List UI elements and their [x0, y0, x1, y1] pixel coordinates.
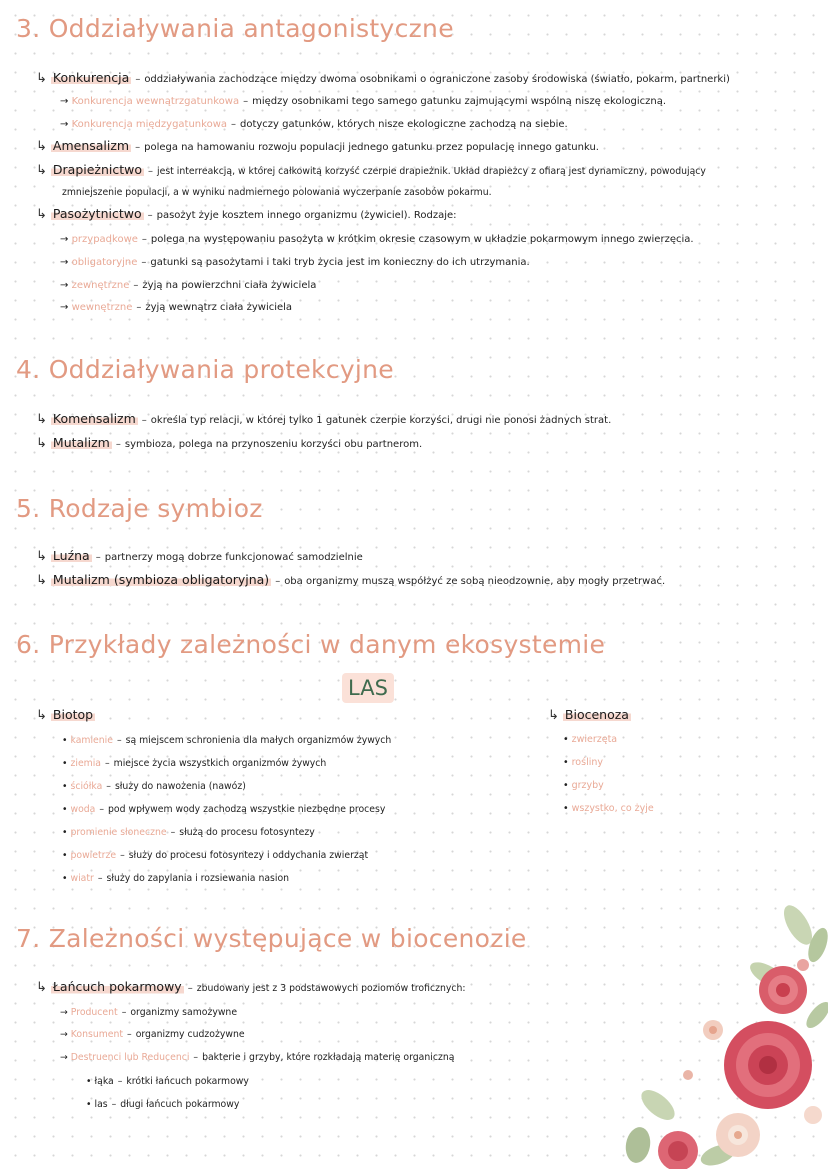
- pasozyt-item-term: zewnętrzne: [71, 280, 130, 291]
- mutalizm-obligatoryjny-term: Mutalizm (symbioza obligatoryjna): [52, 572, 270, 587]
- biotop-item: • ziemia – miejsce życia wszystkich organizmów żywych: [62, 758, 327, 769]
- mutalizm-term: Mutalizm: [52, 435, 110, 450]
- arrow-right-icon: →: [60, 280, 69, 291]
- return-arrow-icon: ↳: [36, 573, 47, 588]
- mutalizm-text: symbioza, polega na przynoszeniu korzyści obu partnerom.: [124, 439, 423, 450]
- drapieznictwo-line: ↳ Drapieżnictwo – jest interreakcją, w której całkowitą korzyść czerpie drapieżnik. Układ drapieżcy z ofiarą jest dynamiczny, powodujący: [36, 162, 706, 178]
- pasozyt-item-text: polega na występowaniu pasożyta w krótkim okresie czasowym w układzie pokarmowym innego zwierzęcia.: [150, 234, 694, 245]
- return-arrow-icon: ↳: [36, 207, 47, 222]
- pasozyt-item-text: gatunki są pasożytami i taki tryb życia jest im konieczny do ich utrzymania.: [150, 257, 530, 268]
- return-arrow-icon: ↳: [548, 708, 559, 723]
- pasozytnictwo-line: ↳ Pasożytnictwo – pasożyt żyje kosztem innego organizmu (żywiciel). Rodzaje:: [36, 206, 457, 222]
- biocenoza-item: • grzyby: [563, 780, 604, 791]
- rose-icon: [759, 966, 807, 1014]
- lancuch-term: Łańcuch pokarmowy: [52, 979, 182, 994]
- drapieznictwo-text: jest interreakcją, w której całkowitą korzyść czerpie drapieżnik. Układ drapieżcy z ofiarą jest dynamiczny, powodujący: [157, 166, 706, 177]
- section-5-title: 5. Rodzaje symbioz: [16, 494, 263, 523]
- arrow-right-icon: →: [60, 257, 69, 268]
- return-arrow-icon: ↳: [36, 980, 47, 995]
- konkurencja-sub2: → Konkurencja międzygatunkowa – dotyczy gatunków, których nisze ekologiczne zachodzą na siebie.: [60, 119, 568, 130]
- biotop-item: • powietrze – służy do procesu fotosyntezy i oddychania zwierząt: [62, 850, 369, 861]
- trophic-item-text: organizmy cudzożywne: [135, 1029, 245, 1040]
- pasozyt-item-text: żyją wewnątrz ciała żywiciela: [145, 302, 293, 313]
- biotop-label: Biotop: [52, 707, 94, 722]
- example-item: • łąka – krótki łańcuch pokarmowy: [86, 1076, 249, 1087]
- biotop-item: • woda – pod wpływem wody zachodzą wszystkie niezbędne procesy: [62, 804, 386, 815]
- luzna-line: ↳ Luźna – partnerzy mogą dobrze funkcjonować samodzielnie: [36, 548, 363, 564]
- biotop-item-text: służy do zapylania i rozsiewania nasion: [106, 873, 290, 884]
- biotop-item: • kamienie – są miejscem schronienia dla małych organizmów żywych: [62, 735, 392, 746]
- arrow-right-icon: →: [60, 96, 69, 107]
- pasozytnictwo-term: Pasożytnictwo: [52, 206, 142, 221]
- drapieznictwo-term: Drapieżnictwo: [52, 162, 143, 177]
- biocenoza-item-text: zwierzęta: [571, 734, 618, 745]
- konkurencja-sub1: → Konkurencja wewnątrzgatunkowa – między osobnikami tego samego gatunku zajmującymi wspólną niszę ekologiczną.: [60, 96, 667, 107]
- trophic-item: → Konsument – organizmy cudzożywne: [60, 1029, 245, 1040]
- rose-icon: [658, 1131, 698, 1169]
- trophic-item-term: Destruenci lub Reducenci: [70, 1052, 190, 1063]
- konkurencja-sub2-term: Konkurencja międzygatunkowa: [71, 119, 227, 130]
- konkurencja-sub1-text: między osobnikami tego samego gatunku zajmującymi wspólną niszę ekologiczną.: [252, 96, 667, 107]
- konkurencja-line: ↳ Konkurencja – oddziaływania zachodzące między dwoma osobnikami o ograniczone zasoby środowiska (światło, pokarm, partnerki): [36, 70, 730, 86]
- drapieznictwo-text-2: zmniejszenie populacji, a w wyniku nadmiernego polowania wyczerpanie zasobów pokarmu.: [62, 187, 492, 198]
- section-7-title: 7. Zależności występujące w biocenozie: [16, 924, 527, 953]
- biotop-item-term: woda: [70, 804, 96, 815]
- example-item-term: las: [94, 1099, 108, 1110]
- example-item-term: łąka: [94, 1076, 114, 1087]
- biotop-item-term: powietrze: [70, 850, 117, 861]
- pasozyt-item: → zewnętrzne – żyją na powierzchni ciała żywiciela: [60, 280, 317, 291]
- biotop-item-term: ziemia: [70, 758, 102, 769]
- pasozyt-item: → przypadkowe – polega na występowaniu pasożyta w krótkim okresie czasowym w układzie pokarmowym innego zwierzęcia.: [60, 234, 694, 245]
- biotop-item-term: wiatr: [70, 873, 94, 884]
- biocenoza-heading: [548, 708, 631, 724]
- mutalizm-line: ↳ Mutalizm – symbioza, polega na przynoszeniu korzyści obu partnerom.: [36, 435, 423, 451]
- blossom-icon: [716, 1113, 760, 1157]
- return-arrow-icon: ↳: [36, 71, 47, 86]
- biocenoza-item-text: rośliny: [571, 757, 603, 768]
- biocenoza-item: • rośliny: [563, 757, 603, 768]
- biotop-item-text: służy do nawożenia (nawóz): [114, 781, 246, 792]
- biotop-item-text: miejsce życia wszystkich organizmów żywych: [113, 758, 327, 769]
- trophic-item-term: Producent: [70, 1007, 118, 1018]
- example-item: • las – długi łańcuch pokarmowy: [86, 1099, 240, 1110]
- biotop-item-text: pod wpływem wody zachodzą wszystkie niezbędne procesy: [108, 804, 386, 815]
- komensalizm-line: ↳ Komensalizm – określa typ relacji, w której tylko 1 gatunek czerpie korzyści, drugi nie ponosi żadnych strat.: [36, 411, 612, 427]
- section-6-title: 6. Przykłady zależności w danym ekosystemie: [16, 630, 606, 659]
- biotop-heading: [36, 708, 95, 724]
- return-arrow-icon: ↳: [36, 708, 47, 723]
- konkurencja-text: oddziaływania zachodzące między dwoma osobnikami o ograniczone zasoby środowiska (światło, pokarm, partnerki): [144, 74, 730, 85]
- return-arrow-icon: ↳: [36, 163, 47, 178]
- biotop-item: • wiatr – służy do zapylania i rozsiewania nasion: [62, 873, 290, 884]
- biotop-item-text: są miejscem schronienia dla małych organizmów żywych: [125, 735, 392, 746]
- konkurencja-sub2-text: dotyczy gatunków, których nisze ekologiczne zachodzą na siebie.: [240, 119, 568, 130]
- pasozyt-item: → wewnętrzne – żyją wewnątrz ciała żywiciela: [60, 302, 293, 313]
- example-item-text: długi łańcuch pokarmowy: [120, 1099, 240, 1110]
- biocenoza-item-text: grzyby: [571, 780, 604, 791]
- konkurencja-term: Konkurencja: [52, 70, 130, 85]
- pasozyt-item-term: przypadkowe: [71, 234, 138, 245]
- return-arrow-icon: ↳: [36, 436, 47, 451]
- amensalizm-term: Amensalizm: [52, 138, 130, 153]
- las-label: LAS: [342, 673, 394, 703]
- mutalizm-obligatoryjny-text: oba organizmy muszą współżyć ze sobą nieodzownie, aby mogły przetrwać.: [284, 576, 666, 587]
- lancuch-line: ↳ Łańcuch pokarmowy – zbudowany jest z 3 podstawowych poziomów troficznych:: [36, 979, 466, 995]
- arrow-right-icon: →: [60, 1007, 68, 1018]
- trophic-item-text: bakterie i grzyby, które rozkładają materię organiczną: [202, 1052, 455, 1063]
- luzna-text: partnerzy mogą dobrze funkcjonować samodzielnie: [104, 552, 363, 563]
- arrow-right-icon: →: [60, 119, 69, 130]
- arrow-right-icon: →: [60, 234, 69, 245]
- return-arrow-icon: ↳: [36, 412, 47, 427]
- trophic-item-text: organizmy samożywne: [130, 1007, 238, 1018]
- komensalizm-text: określa typ relacji, w której tylko 1 gatunek czerpie korzyści, drugi nie ponosi żadnych strat.: [150, 415, 612, 426]
- amensalizm-text: polega na hamowaniu rozwoju populacji jednego gatunku przez populację innego gatunku.: [144, 142, 599, 153]
- biotop-item: • ściółka – służy do nawożenia (nawóz): [62, 781, 246, 792]
- pasozyt-item: → obligatoryjne – gatunki są pasożytami i taki tryb życia jest im konieczny do ich utrzymania.: [60, 257, 530, 268]
- biocenoza-item: • wszystko, co żyje: [563, 803, 654, 814]
- biotop-item-term: kamienie: [70, 735, 113, 746]
- mutalizm-obligatoryjny-line: ↳ Mutalizm (symbioza obligatoryjna) – oba organizmy muszą współżyć ze sobą nieodzownie, aby mogły przetrwać.: [36, 572, 666, 588]
- rose-icon: [724, 1021, 812, 1109]
- arrow-right-icon: →: [60, 1029, 68, 1040]
- biocenoza-item: • zwierzęta: [563, 734, 618, 745]
- arrow-right-icon: →: [60, 302, 69, 313]
- trophic-item-term: Konsument: [70, 1029, 124, 1040]
- komensalizm-term: Komensalizm: [52, 411, 136, 426]
- luzna-term: Luźna: [52, 548, 90, 563]
- konkurencja-sub1-term: Konkurencja wewnątrzgatunkowa: [71, 96, 240, 107]
- pasozyt-item-term: wewnętrzne: [71, 302, 133, 313]
- biotop-item-term: promienie słoneczne: [70, 827, 167, 838]
- return-arrow-icon: ↳: [36, 549, 47, 564]
- biocenoza-label: Biocenoza: [564, 707, 629, 722]
- pasozyt-item-text: żyją na powierzchni ciała żywiciela: [142, 280, 317, 291]
- arrow-right-icon: →: [60, 1052, 68, 1063]
- flower-decoration-icon: [618, 905, 828, 1169]
- pasozytnictwo-text: pasożyt żyje kosztem innego organizmu (żywiciel). Rodzaje:: [156, 210, 457, 221]
- pasozyt-item-term: obligatoryjne: [71, 257, 138, 268]
- lancuch-text: zbudowany jest z 3 podstawowych poziomów troficznych:: [196, 983, 466, 994]
- trophic-item: → Producent – organizmy samożywne: [60, 1007, 238, 1018]
- biotop-item-text: służą do procesu fotosyntezy: [179, 827, 315, 838]
- biotop-item-text: służy do procesu fotosyntezy i oddychania zwierząt: [128, 850, 369, 861]
- example-item-text: krótki łańcuch pokarmowy: [126, 1076, 249, 1087]
- section-3-title: 3. Oddziaływania antagonistyczne: [16, 14, 454, 43]
- biotop-item-term: ściółka: [70, 781, 103, 792]
- return-arrow-icon: ↳: [36, 139, 47, 154]
- amensalizm-line: ↳ Amensalizm – polega na hamowaniu rozwoju populacji jednego gatunku przez populację innego gatunku.: [36, 138, 599, 154]
- biocenoza-item-text: wszystko, co żyje: [571, 803, 654, 814]
- section-4-title: 4. Oddziaływania protekcyjne: [16, 355, 394, 384]
- trophic-item: → Destruenci lub Reducenci – bakterie i grzyby, które rozkładają materię organiczną: [60, 1052, 455, 1063]
- biotop-item: • promienie słoneczne – służą do procesu fotosyntezy: [62, 827, 315, 838]
